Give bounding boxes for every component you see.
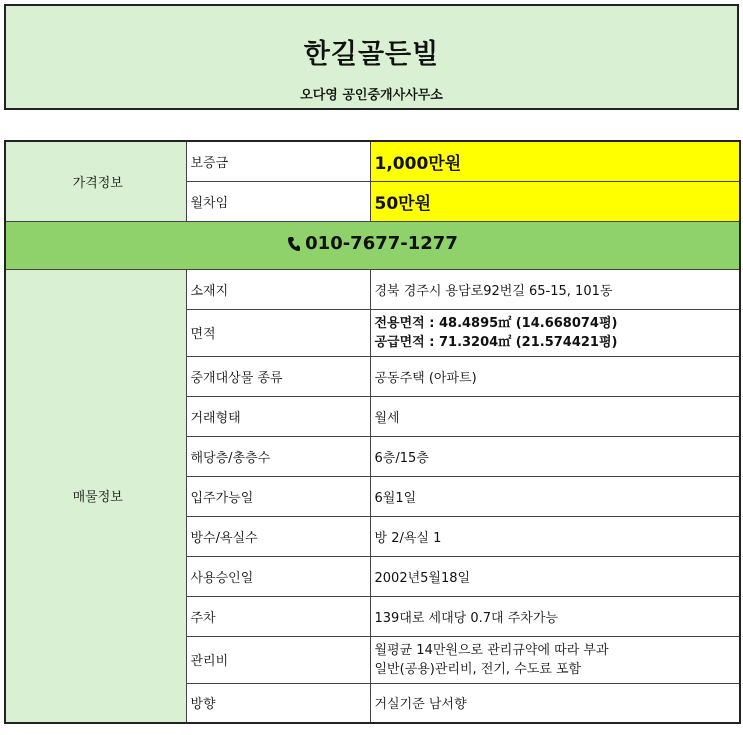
property-row-value: 6층/15층 <box>370 436 740 476</box>
contact-row <box>5 221 740 269</box>
property-row-value: 6월1일 <box>370 476 740 516</box>
property-row-label: 거래형태 <box>186 396 370 436</box>
property-row-value: 거실기준 남서향 <box>370 683 740 723</box>
property-row-label: 해당층/총층수 <box>186 436 370 476</box>
agency-name: 오다영 공인중개사사무소 <box>300 88 443 103</box>
phone-icon <box>287 236 301 257</box>
property-row-value <box>370 636 740 683</box>
property-row-label: 방향 <box>186 683 370 723</box>
property-category: 매물정보 <box>5 269 186 723</box>
property-row-label: 면적 <box>186 309 370 356</box>
property-row-value: 방 2/욕실 1 <box>370 516 740 556</box>
monthly-rent-value: 50만원 <box>370 181 740 221</box>
property-row-value: 경북 경주시 용담로92번길 65-15, 101동 <box>370 269 740 309</box>
property-row-label: 관리비 <box>186 636 370 683</box>
property-row-label: 주차 <box>186 596 370 636</box>
management-fee-includes: 일반(공용)관리비, 전기, 수도료 포함 <box>374 661 582 677</box>
property-row-value: 공동주택 (아파트) <box>370 356 740 396</box>
monthly-rent-label: 월차임 <box>186 181 370 221</box>
deposit-row <box>5 141 740 181</box>
property-row-value: 2002년5월18일 <box>370 556 740 596</box>
deposit-value: 1,000만원 <box>370 141 740 181</box>
listing-header <box>4 4 739 110</box>
supply-area: 공급면적 : 71.3204㎡ (21.574421평) <box>374 334 618 350</box>
property-row-label: 소재지 <box>186 269 370 309</box>
property-row-label: 중개대상물 종류 <box>186 356 370 396</box>
property-row-label: 입주가능일 <box>186 476 370 516</box>
property-row-label: 방수/욕실수 <box>186 516 370 556</box>
exclusive-area: 전용면적 : 48.4895㎡ (14.668074평) <box>374 315 618 331</box>
price-category: 가격정보 <box>5 141 186 221</box>
property-row-value: 139대로 세대당 0.7대 주차가능 <box>370 596 740 636</box>
listing-info-table <box>4 140 741 724</box>
property-row-value: 월세 <box>370 396 740 436</box>
property-title: 한길골든빌 <box>303 39 440 70</box>
deposit-label: 보증금 <box>186 141 370 181</box>
contact-cell <box>5 221 740 269</box>
management-fee-amount: 월평균 14만원으로 관리규약에 따라 부과 <box>374 642 609 658</box>
property-row-label: 사용승인일 <box>186 556 370 596</box>
property-row <box>5 269 740 309</box>
property-row-value <box>370 309 740 356</box>
phone-number[interactable]: 010-7677-1277 <box>305 233 458 254</box>
